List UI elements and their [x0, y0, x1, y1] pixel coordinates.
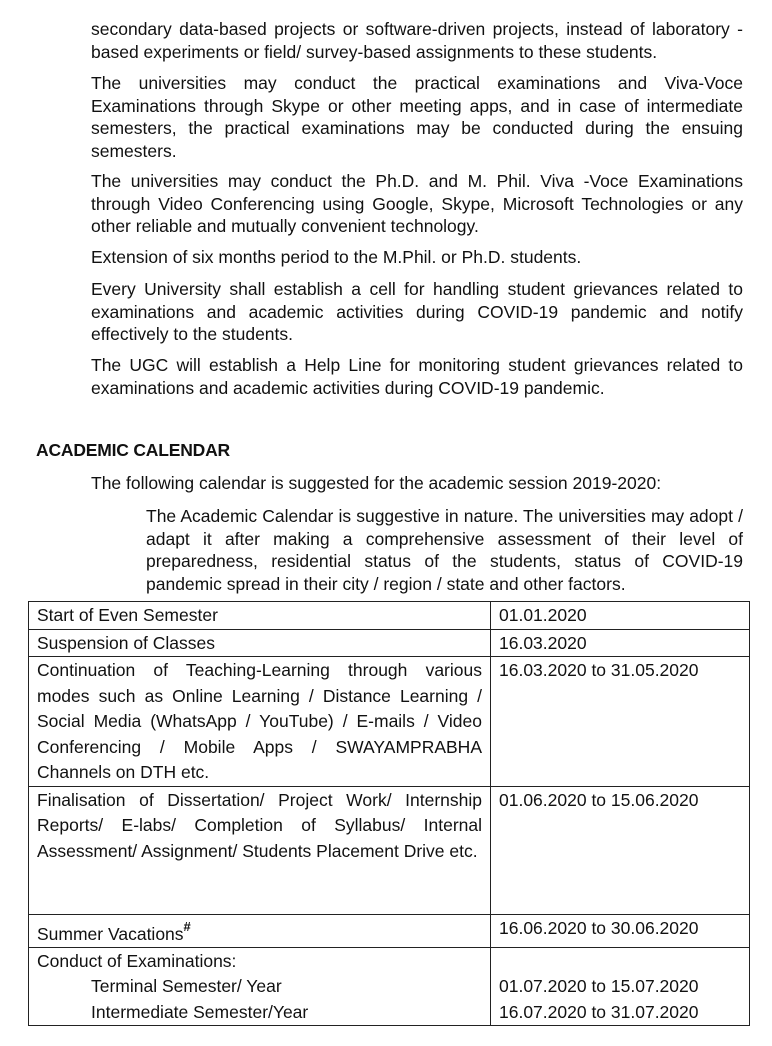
table-row	[29, 914, 750, 947]
paragraph-grievance-cell: Every University shall establish a cell for handling student grievances related to examinations and academic activities during COVID-19 pandemic and notify effectively to the students.	[91, 279, 743, 344]
date-cell: 16.03.2020 to 31.05.2020	[491, 657, 750, 787]
calendar-intro: The following calendar is suggested for the academic session 2019-2020:	[91, 473, 662, 493]
terminal-label: Terminal Semester/ Year	[91, 976, 282, 997]
paragraph-phd-viva: The universities may conduct the Ph.D. and M. Phil. Viva -Voce Examinations through Video Conferencing using Google, Skype, Microsoft Technologies or any other reliable and mutually convenient technology.	[91, 171, 743, 236]
intermediate-date: 16.07.2020 to 31.07.2020	[499, 1001, 699, 1022]
date-cell: 01.06.2020 to 15.06.2020	[491, 786, 750, 914]
academic-calendar-table	[28, 601, 750, 1026]
activity-cell	[29, 947, 491, 1026]
activity-cell: Finalisation of Dissertation/ Project Work/ Internship Reports/ E-labs/ Completion of Syllabus/ Internal Assessment/ Assignment/ Students Placement Drive etc.	[29, 786, 491, 914]
intermediate-label: Intermediate Semester/Year	[91, 1001, 309, 1022]
section-heading: ACADEMIC CALENDAR	[36, 440, 230, 460]
table-row	[29, 786, 750, 914]
activity-cell: Start of Even Semester	[29, 602, 491, 630]
activity-cell	[29, 914, 491, 947]
table-row	[29, 602, 750, 630]
table-row	[29, 629, 750, 657]
date-cell: 16.03.2020	[491, 629, 750, 657]
footnote-marker: #	[183, 918, 191, 934]
activity-label: Summer Vacations	[37, 923, 184, 944]
paragraph-practical-exams: The universities may conduct the practical examinations and Viva-Voce Examinations through Skype or other meeting apps, and in case of intermediate semesters, the practical examinations may be conducted during the ensuing semesters.	[91, 73, 743, 161]
paragraph-help-line: The UGC will establish a Help Line for monitoring student grievances related to examinations and academic activities during COVID-19 pandemic.	[91, 355, 743, 398]
activity-cell: Continuation of Teaching-Learning through various modes such as Online Learning / Distance Learning / Social Media (WhatsApp / YouTube) / E-mails / Video Conferencing / Mobile Apps / SWAYAMPRABHA Channels on DTH etc.	[29, 657, 491, 787]
calendar-note: The Academic Calendar is suggestive in nature. The universities may adopt / adapt it after making a comprehensive assessment of their level of preparedness, residential status of the students, status of COVID-19 pandemic spread in their city / region / state and other factors.	[146, 506, 743, 594]
exam-label: Conduct of Examinations:	[37, 950, 237, 971]
date-cell: 16.06.2020 to 30.06.2020	[491, 914, 750, 947]
activity-cell: Suspension of Classes	[29, 629, 491, 657]
date-cell	[491, 947, 750, 1026]
terminal-date: 01.07.2020 to 15.07.2020	[499, 976, 699, 997]
paragraph-projects: secondary data-based projects or software-driven projects, instead of laboratory -based experiments or field/ survey-based assignments to these students.	[91, 19, 743, 62]
table-row	[29, 947, 750, 1026]
date-cell: 01.01.2020	[491, 602, 750, 630]
paragraph-extension: Extension of six months period to the M.Phil. or Ph.D. students.	[91, 247, 582, 267]
table-row	[29, 657, 750, 787]
